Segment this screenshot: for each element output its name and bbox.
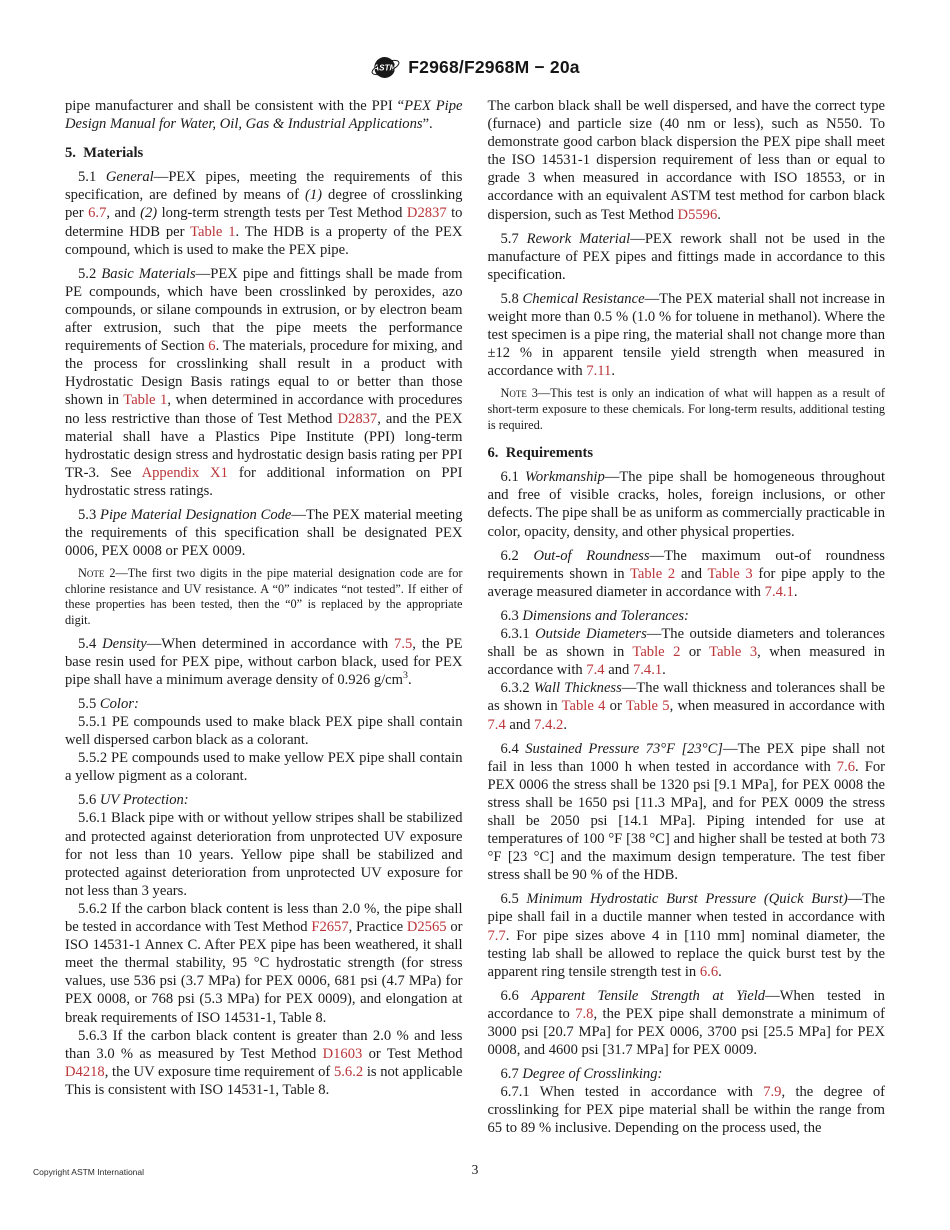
ref-link-appendix-x1[interactable]: Appendix X1 [141,464,228,481]
note-3: Note 3—This test is only an indication of what will happen as a result of short-term exposure to these chemicals. For long-term results, additional testing is required. [487,386,885,432]
astm-logo-icon [370,52,401,83]
para-5.8: 5.8 Chemical Resistance—The PEX material shall not increase in weight more than 0.5 % (1.0 % for toluene in methanol). Where the test specimen is a pipe ring, the material shall not change more than ±12 % in apparent tensile yield strength when measured in accordance with 7.11. [487,290,885,380]
ref-link-7-4[interactable]: 7.4 [586,662,605,679]
page-number: 3 [471,1162,479,1177]
ref-link-7-5[interactable]: 7.5 [394,635,413,652]
ref-link-7-6[interactable]: 7.6 [836,758,856,775]
para-6.2: 6.2 Out-of Roundness—The maximum out-of roundness requirements shown in Table 2 and Table 3 for pipe apply to the average measured diameter in accordance with 7.4.1. [487,547,885,600]
para-6.3: 6.3 Dimensions and Tolerances: [500,607,689,624]
para-5.1: 5.1 General—PEX pipes, meeting the requirements of this specification, are defined by means of (1) degree of crosslinking per 6.7, and (2) long-term strength tests per Test Method D2837 to determine HDB per Table 1. The HDB is a property of the PEX compound, which is used to make the PEX pipe. [65,169,463,258]
para-6.6: 6.6 Apparent Tensile Strength at Yield—When tested in accordance to 7.8, the PEX pipe shall demonstrate a minimum of 3000 psi [20.7 MPa] for PEX 0006, 3700 psi [25.5 MPa] for PEX 0008, and 4600 psi [31.7 MPa] for PEX 0009. [487,987,885,1059]
para-continuation-right: The carbon black shall be well dispersed, and have the correct type (furnace) and particle size (40 nm or less), such as N550. To demonstrate good carbon black dispersion the PEX pipe shall meet the ISO 14531-1 dispersion requirement of less than or equal to grade 3 when measured in accordance with ISO 18553, or in accordance with an equivalent ASTM test method for carbon black dispersion, such as Test Method D5596. [487,98,885,223]
ref-link-7-9[interactable]: 7.9 [763,1084,782,1101]
copyright-text: Copyright ASTM International [33,1167,145,1177]
ref-link-table-3[interactable]: Table 3 [707,565,753,582]
ref-link-6-7[interactable]: 6.7 [88,205,107,222]
ref-link-table-3[interactable]: Table 3 [709,644,758,661]
ref-link-7-4-1[interactable]: 7.4.1 [764,583,794,600]
ref-link-7-8[interactable]: 7.8 [575,1005,594,1022]
ref-link-d1603[interactable]: D1603 [322,1045,363,1062]
heading-6-requirements: 6. Requirements [487,445,594,462]
ref-link-7-4-2[interactable]: 7.4.2 [534,716,564,733]
para-6.7: 6.7 Degree of Crosslinking: [500,1066,663,1083]
para-6.7.1: 6.7.1 When tested in accordance with 7.9, the degree of crosslinking for PEX pipe material shall be within the range from 65 to 89 % inclusive. Depending on the process used, the [487,1084,885,1137]
para-continuation: pipe manufacturer and shall be consistent with the PPI “PEX Pipe Design Manual for Water, Oil, Gas & Industrial Applications”. [65,98,463,133]
ref-link-d5596[interactable]: D5596 [677,206,718,223]
two-column-body [65,97,885,1138]
document-code: F2968/F2968M − 20a [408,56,580,77]
ref-link-d2837[interactable]: D2837 [337,410,378,427]
ref-link-table-2[interactable]: Table 2 [632,644,681,661]
para-6.3.2: 6.3.2 Wall Thickness—The wall thickness and tolerances shall be as shown in Table 4 or Table 5, when measured in accordance with 7.4 and 7.4.2. [487,680,885,733]
para-5.5: 5.5 Color: [78,695,139,712]
para-5.7: 5.7 Rework Material—PEX rework shall not be used in the manufacture of PEX pipes and fittings made in accordance to this specification. [487,230,885,283]
ref-link-f2657[interactable]: F2657 [311,919,349,936]
ref-link-d2837[interactable]: D2837 [406,205,447,222]
ref-link-7-4[interactable]: 7.4 [487,716,506,733]
para-5.2: 5.2 Basic Materials—PEX pipe and fittings shall be made from PE compounds, which have been crosslinked by peroxides, azo compounds, or silane compounds in extrusion, or by electron beam after extrusion, such that the pipe meets the performance requirements of Section 6. The materials, procedure for mixing, and the process for crosslinking shall result in a product with Hydrostatic Design Basis ratings equal to or better than those shown in Table 1, when determined in accordance with procedures no less restrictive than those of Test Method D2837, and the PEX material shall have a Plastics Pipe Institute (PPI) long-term hydrostatic design stress and hydrostatic design basis rating per PPI TR-3. See Appendix X1 for additional information on PPI hydrostatic stress ratings. [65,265,463,499]
ref-link-5-6-2[interactable]: 5.6.2 [333,1063,364,1080]
ref-link-table-2[interactable]: Table 2 [630,565,676,582]
ref-link-7-4-1[interactable]: 7.4.1 [632,662,663,679]
para-6.4: 6.4 Sustained Pressure 73°F [23°C]—The PEX pipe shall not fail in less than 1000 h when tested in accordance with 7.6. For PEX 0006 the stress shall be 1320 psi [9.1 MPa], for PEX 0008 the stress shall be 1650 psi [11.3 MPa], and for PEX 0009 the stress shall be 2050 psi [14.1 MPa]. Piping intended for use at temperatures of 100 °F [38 °C] and higher shall be tested at both 73 °F [23 °C] and the maximum design temperature. The test fiber stress shall be 90 % of the HDB. [487,740,885,884]
para-5.6.1: 5.6.1 Black pipe with or without yellow stripes shall be stabilized and protected against deterioration from unprotected UV exposure for not less than 10 years. Yellow pipe shall be stabilized and protected against deterioration from unprotected UV exposure for not less than 3 years. [65,810,463,899]
ref-link-7-7[interactable]: 7.7 [487,927,506,944]
page-header [0,50,950,84]
ref-link-7-11[interactable]: 7.11 [586,363,612,380]
left-column [65,97,463,1138]
para-6.1: 6.1 Workmanship—The pipe shall be homogeneous throughout and free of visible cracks, holes, foreign inclusions, or other defects. The pipe shall be as uniform as commercially practicable in color, opacity, density, and other physical properties. [487,469,886,540]
para-6.3.1: 6.3.1 Outside Diameters—The outside diameters and tolerances shall be as shown in Table 2 or Table 3, when measured in accordance with 7.4 and 7.4.1. [487,626,885,679]
para-5.6.3: 5.6.3 If the carbon black content is greater than 2.0 % and less than 3.0 % as measured by Test Method D1603 or Test Method D4218, the UV exposure time requirement of 5.6.2 is not applicable This is consistent with ISO 14531-1, Table 8. [65,1027,463,1098]
ref-link-d4218[interactable]: D4218 [65,1063,105,1080]
para-5.4: 5.4 Density—When determined in accordance with 7.5, the PE base resin used for PEX pipe, without carbon black, used for PEX pipe shall have a minimum average density of 0.926 $g/cm^3$. [65,635,463,688]
ref-link-table-1[interactable]: Table 1 [190,223,236,240]
right-column [488,97,886,1138]
heading-5-materials: 5. Materials [65,145,144,162]
para-5.6.2: 5.6.2 If the carbon black content is less than 2.0 %, the pipe shall be tested in accordance with Test Method F2657, Practice D2565 or ISO 14531-1 Annex C. After PEX pipe has been weathered, it shall meet the thermal stability, 95 °C hydrostatic strength (for stress values, use 536 psi (3.7 MPa) for PEX 0006, 681 psi (4.7 MPa) for PEX 0008, or 768 psi (5.3 MPa) for PEX 0009), and elongation at break requirements of ISO 14531-1, Table 8. [65,900,463,1026]
para-5.3: 5.3 Pipe Material Designation Code—The PEX material meeting the requirements of this specification shall be designated PEX 0006, PEX 0008 or PEX 0009. [65,506,463,560]
ref-link-table-4[interactable]: Table 4 [561,698,606,715]
svg-text:ASTM: ASTM [373,63,397,73]
note-2: Note 2—The first two digits in the pipe material designation code are for chlorine resistance and UV resistance. A “0” indicates “not tested”. If either of these properties has been tested, then the “0” is replaced by the appropriate digit. [65,566,463,628]
para-5.6: 5.6 UV Protection: [78,792,189,809]
ref-link-table-5[interactable]: Table 5 [625,698,670,715]
ref-link-6[interactable]: 6 [208,338,216,355]
ref-link-table-1[interactable]: Table 1 [123,392,168,409]
para-5.5.1: 5.5.1 PE compounds used to make black PEX pipe shall contain well dispersed carbon black as a colorant. [65,714,463,749]
ref-link-6-6[interactable]: 6.6 [699,963,719,980]
ref-link-d2565[interactable]: D2565 [406,919,447,936]
para-5.5.2: 5.5.2 PE compounds used to make yellow PEX pipe shall contain a yellow pigment as a colorant. [65,750,463,785]
para-6.5: 6.5 Minimum Hydrostatic Burst Pressure (Quick Burst)—The pipe shall fail in a ductile manner when tested in accordance with 7.7. For pipe sizes above 4 in [110 mm] nominal diameter, the testing lab shall be allowed to replace the quick burst test by the apparent ring tensile strength test in 6.6. [487,891,885,980]
